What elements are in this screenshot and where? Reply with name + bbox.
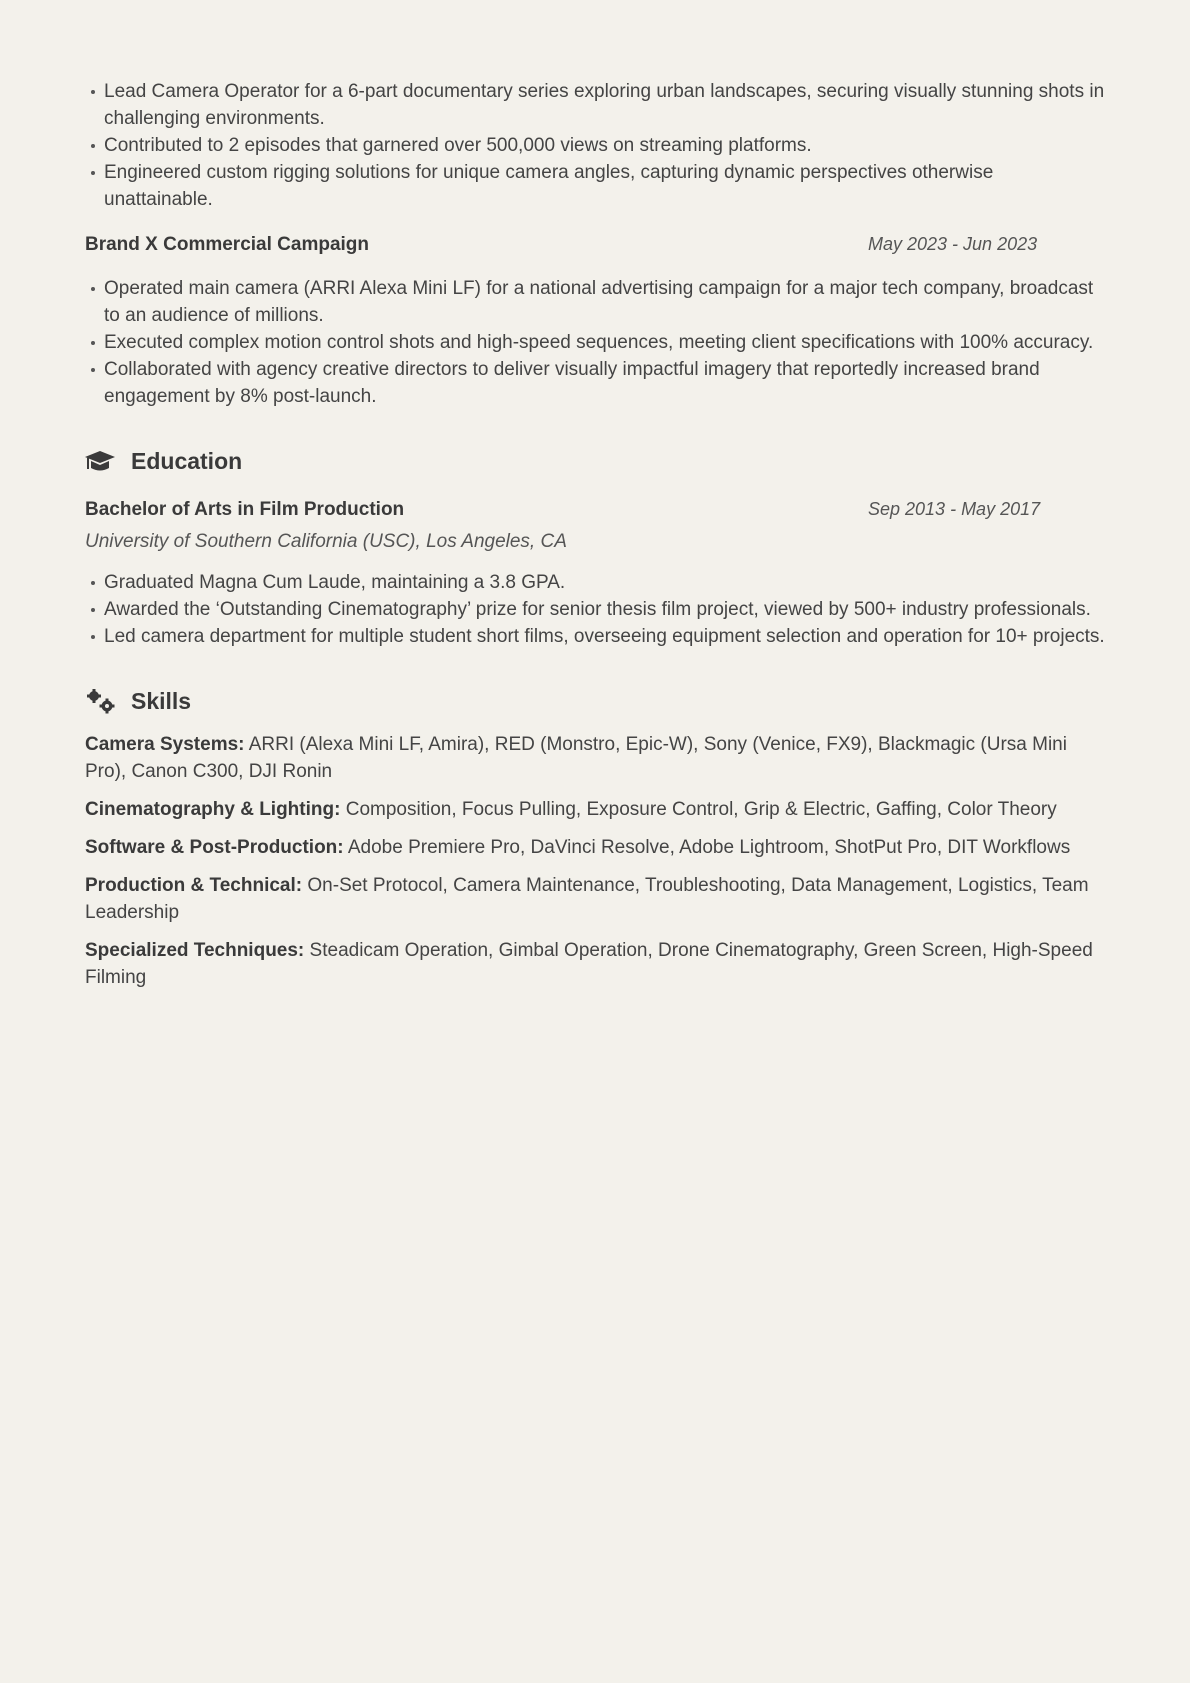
list-item: Graduated Magna Cum Laude, maintaining a 3.8 GPA. [104,569,1105,596]
entry-bullets [85,275,1105,410]
skill-row [85,834,1105,861]
section-title: Education [131,447,243,474]
list-item: Collaborated with agency creative directors to deliver visually impactful imagery that reportedly increased brand engagement by 8% post-launch. [104,356,1105,410]
skill-label: Cinematography & Lighting: [85,799,341,820]
skill-value: Adobe Premiere Pro, DaVinci Resolve, Adobe Lightroom, ShotPut Pro, DIT Workflows [347,837,1071,858]
skill-row [85,731,1105,785]
skill-label: Specialized Techniques: [85,940,305,961]
entry-header [85,227,1105,261]
skill-label: Camera Systems: [85,734,245,755]
skill-value: Composition, Focus Pulling, Exposure Control, Grip & Electric, Gaffing, Color Theory [345,799,1057,820]
skill-label: Software & Post-Production: [85,837,344,858]
entry-header [85,492,1105,526]
skill-label: Production & Technical: [85,875,303,896]
list-item: Engineered custom rigging solutions for unique camera angles, capturing dynamic perspectives otherwise unattainable. [104,159,1105,213]
section-education-header [85,444,1105,478]
resume-page [85,78,1105,991]
list-item: Led camera department for multiple student short films, overseeing equipment selection and operation for 10+ projects. [104,623,1105,650]
gears-icon [85,688,115,714]
section-skills-header [85,684,1105,718]
skill-row [85,872,1105,926]
list-item: Lead Camera Operator for a 6-part documentary series exploring urban landscapes, securing visually stunning shots in challenging environments. [104,78,1105,132]
skill-row [85,796,1105,823]
experience-bullets [85,78,1105,213]
list-item: Contributed to 2 episodes that garnered over 500,000 views on streaming platforms. [104,132,1105,159]
degree-title: Bachelor of Arts in Film Production [85,498,405,520]
entry-date: May 2023 - Jun 2023 [868,233,1038,254]
education-bullets [85,569,1105,650]
list-item: Executed complex motion control shots and high-speed sequences, meeting client specifications with 100% accuracy. [104,329,1105,356]
skill-row [85,937,1105,991]
skill-value: ARRI (Alexa Mini LF, Amira), RED (Monstro, Epic-W), Sony (Venice, FX9), Blackmagic (Ursa Mini Pro), Canon C300, DJI Ronin [85,734,1067,782]
skill-value: On-Set Protocol, Camera Maintenance, Troubleshooting, Data Management, Logistics, Team Leadership [85,875,1089,923]
skill-value: Steadicam Operation, Gimbal Operation, Drone Cinematography, Green Screen, High-Speed Filming [85,940,1093,988]
list-item: Operated main camera (ARRI Alexa Mini LF) for a national advertising campaign for a major tech company, broadcast to an audience of millions. [104,275,1105,329]
section-title: Skills [131,687,192,714]
entry-title: Brand X Commercial Campaign [85,233,370,255]
list-item: Awarded the ‘Outstanding Cinematography’ prize for senior thesis film project, viewed by 500+ industry professionals. [104,596,1105,623]
school-name: University of Southern California (USC), Los Angeles, CA [85,531,567,552]
entry-date: Sep 2013 - May 2017 [868,498,1041,519]
graduation-cap-icon [85,448,115,474]
